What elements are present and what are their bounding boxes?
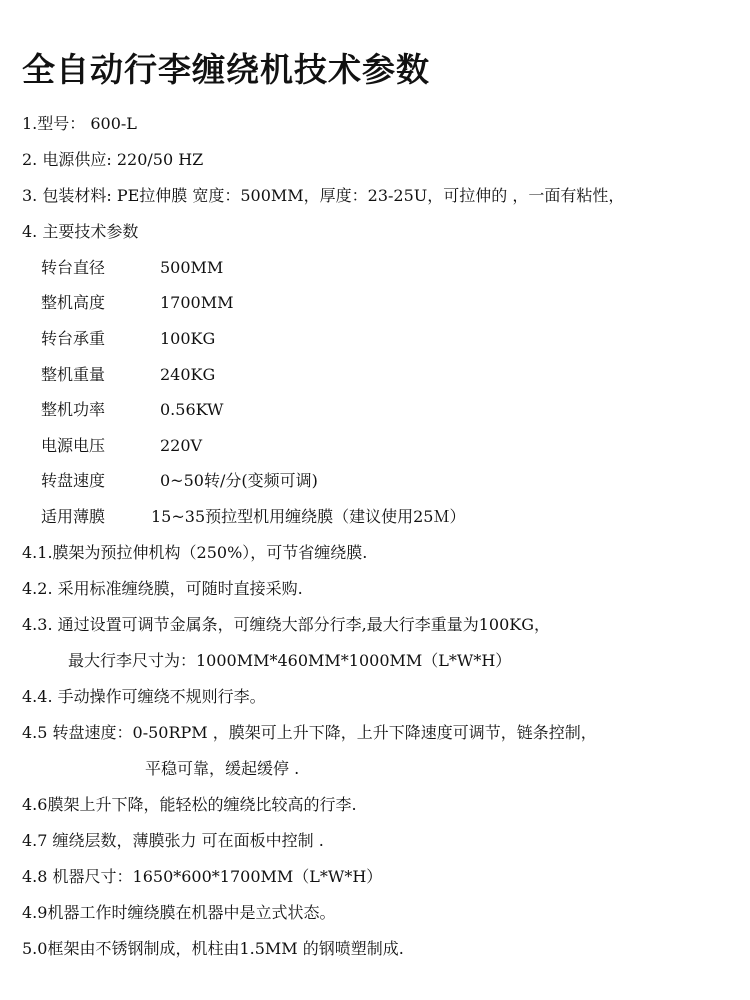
document-title: 全自动行李缠绕机技术参数 [22, 50, 430, 89]
spec-row [0, 292, 750, 314]
spec-row [0, 399, 750, 421]
detail-line: 4.8 机器尺寸：1650*600*1700MM（L*W*H） [22, 867, 383, 886]
spec-value: 240KG [160, 365, 216, 384]
spec-row [0, 257, 750, 279]
spec-value: 0.56KW [160, 400, 224, 419]
detail-line: 平稳可靠，缓起缓停 . [145, 759, 300, 778]
detail-line: 4.9机器工作时缠绕膜在机器中是立式状态。 [22, 903, 336, 922]
spec-label: 适用薄膜 [41, 507, 106, 526]
item-main-params: 4. 主要技术参数 [22, 222, 139, 241]
spec-row [0, 435, 750, 457]
item-model: 1.型号： 600-L [22, 114, 137, 133]
spec-label: 整机功率 [41, 400, 106, 419]
detail-line: 4.6膜架上升下降，能轻松的缠绕比较高的行李. [22, 795, 357, 814]
spec-value: 15~35预拉型机用缠绕膜（建议使用25Ｍ） [151, 507, 466, 526]
spec-value: 220V [160, 436, 203, 455]
detail-line: 4.2. 采用标准缠绕膜，可随时直接采购. [22, 579, 303, 598]
spec-label: 整机重量 [41, 365, 106, 384]
spec-row [0, 364, 750, 386]
spec-label: 转盘速度 [41, 471, 106, 490]
spec-row [0, 328, 750, 350]
spec-value: 0~50转/分(变频可调) [160, 471, 318, 490]
detail-line: 4.4. 手动操作可缠绕不规则行李。 [22, 687, 266, 706]
spec-value: 100KG [160, 329, 216, 348]
spec-value: 500MM [160, 258, 224, 277]
spec-label: 整机高度 [41, 293, 106, 312]
detail-line: 4.3. 通过设置可调节金属条，可缠绕大部分行李,最大行李重量为100KG， [22, 615, 550, 634]
spec-row [0, 470, 750, 492]
spec-value: 1700MM [160, 293, 234, 312]
spec-label: 转台承重 [41, 329, 106, 348]
detail-line: 4.5 转盘速度：0-50RPM ，膜架可上升下降，上升下降速度可调节，链条控制， [22, 723, 597, 742]
detail-line: 4.7 缠绕层数，薄膜张力 可在面板中控制 . [22, 831, 324, 850]
detail-line: 最大行李尺寸为：1000MM*460MM*1000MM（L*W*H） [68, 651, 512, 670]
item-power-supply: 2. 电源供应: 220/50 HZ [22, 150, 204, 169]
detail-line: 4.1.膜架为预拉伸机构（250%），可节省缠绕膜. [22, 543, 368, 562]
spec-label: 电源电压 [41, 436, 106, 455]
spec-label: 转台直径 [41, 258, 106, 277]
detail-line: 5.0框架由不锈钢制成，机柱由1.5MM 的钢喷塑制成. [22, 939, 404, 958]
spec-row [0, 506, 750, 528]
item-packing-material: 3. 包装材料: PE拉伸膜 宽度：500MM，厚度：23-25U，可拉伸的 ，一面有粘性， [22, 186, 625, 205]
